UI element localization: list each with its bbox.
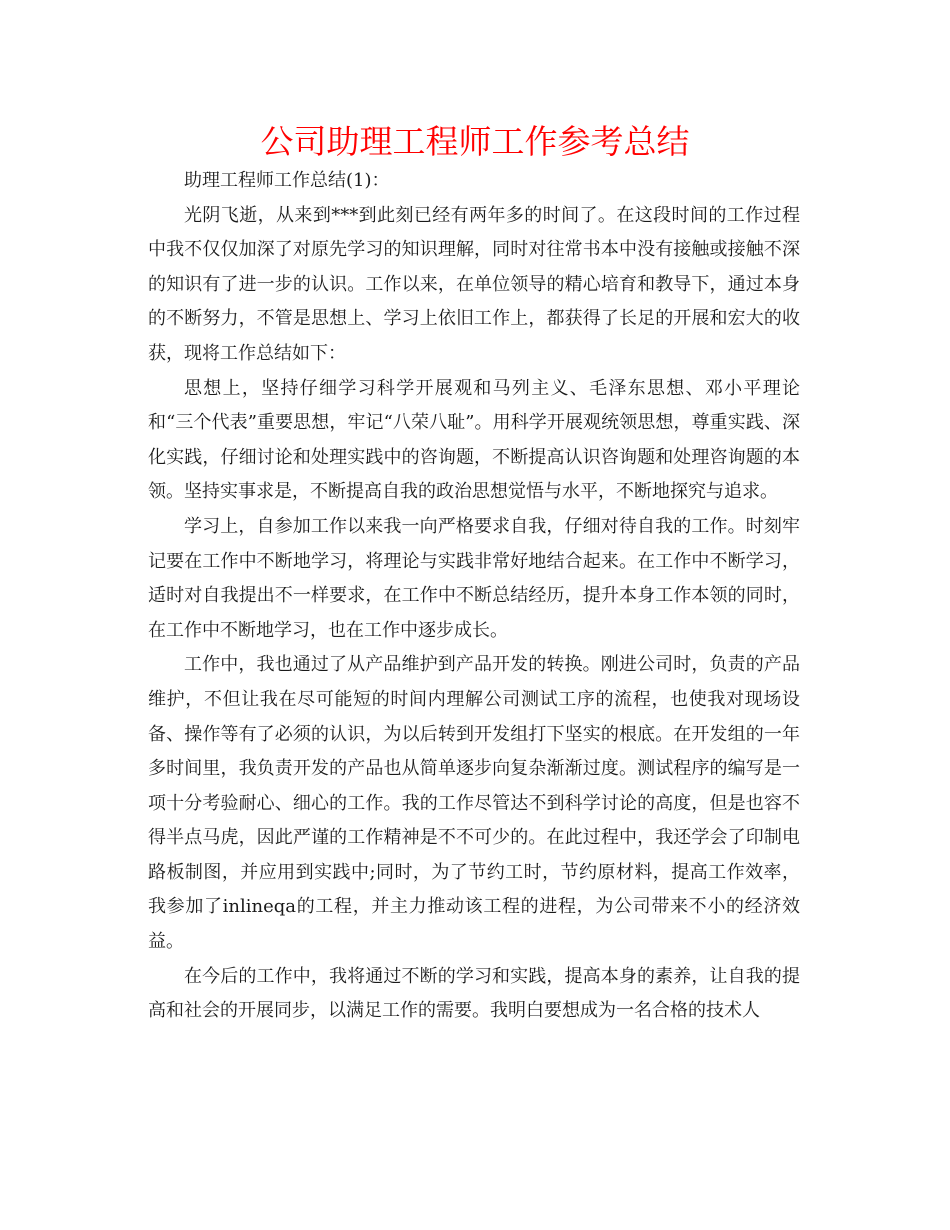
paragraph-future: 在今后的工作中，我将通过不断的学习和实践，提高本身的素养，让自我的提高和社会的开展同步，以满足工作的需要。我明白要想成为一名合格的技术人 [148,965,800,1022]
paragraph-study: 学习上，自参加工作以来我一向严格要求自我，仔细对待自我的工作。时刻牢记要在工作中不断地学习，将理论与实践非常好地结合起来。在工作中不断学习，适时对自我提出不一样要求，在工作中不断总结经历，提升本身工作本领的同时，在工作中不断地学习，也在工作中逐步成长。 [148,515,800,641]
paragraph-work: 工作中，我也通过了从产品维护到产品开发的转换。刚进公司时，负责的产品维护，不但让我在尽可能短的时间内理解公司测试工序的流程，也使我对现场设备、操作等有了必须的认识，为以后转到开发组打下坚实的根底。在开发组的一年多时间里，我负责开发的产品也从简单逐步向复杂渐渐过度。测试程序的编写是一项十分考验耐心、细心的工作。我的工作尽管达不到科学讨论的高度，但是也容不得半点马虎，因此严谨的工作精神是不不可少的。在此过程中，我还学会了印制电路板制图，并应用到实践中;同时，为了节约工时，节约原材料，提高工作效率，我参加了inlineqa的工程，并主力推动该工程的进程，为公司带来不小的经济效益。 [148,654,800,953]
paragraph-thought: 思想上，坚持仔细学习科学开展观和马列主义、毛泽东思想、邓小平理论和“三个代表”重要思想，牢记“八荣八耻”。用科学开展观统领思想，尊重实践、深化实践，仔细讨论和处理实践中的咨询题，不断提高认识咨询题和处理咨询题的本领。坚持实事求是，不断提高自我的政治思想觉悟与水平，不断地探究与追求。 [148,377,800,503]
document-body [148,164,800,1029]
paragraph-heading: 助理工程师工作总结(1)： [184,170,390,191]
document-title: 公司助理工程师工作参考总结 [260,122,690,161]
paragraph-intro: 光阴飞逝，从来到***到此刻已经有两年多的时间了。在这段时间的工作过程中我不仅仅加深了对原先学习的知识理解，同时对往常书本中没有接触或接触不深的知识有了进一步的认识。工作以来，在单位领导的精心培育和教导下，通过本身的不断努力，不管是思想上、学习上依旧工作上，都获得了长足的开展和宏大的收获，现将工作总结如下： [148,204,800,364]
